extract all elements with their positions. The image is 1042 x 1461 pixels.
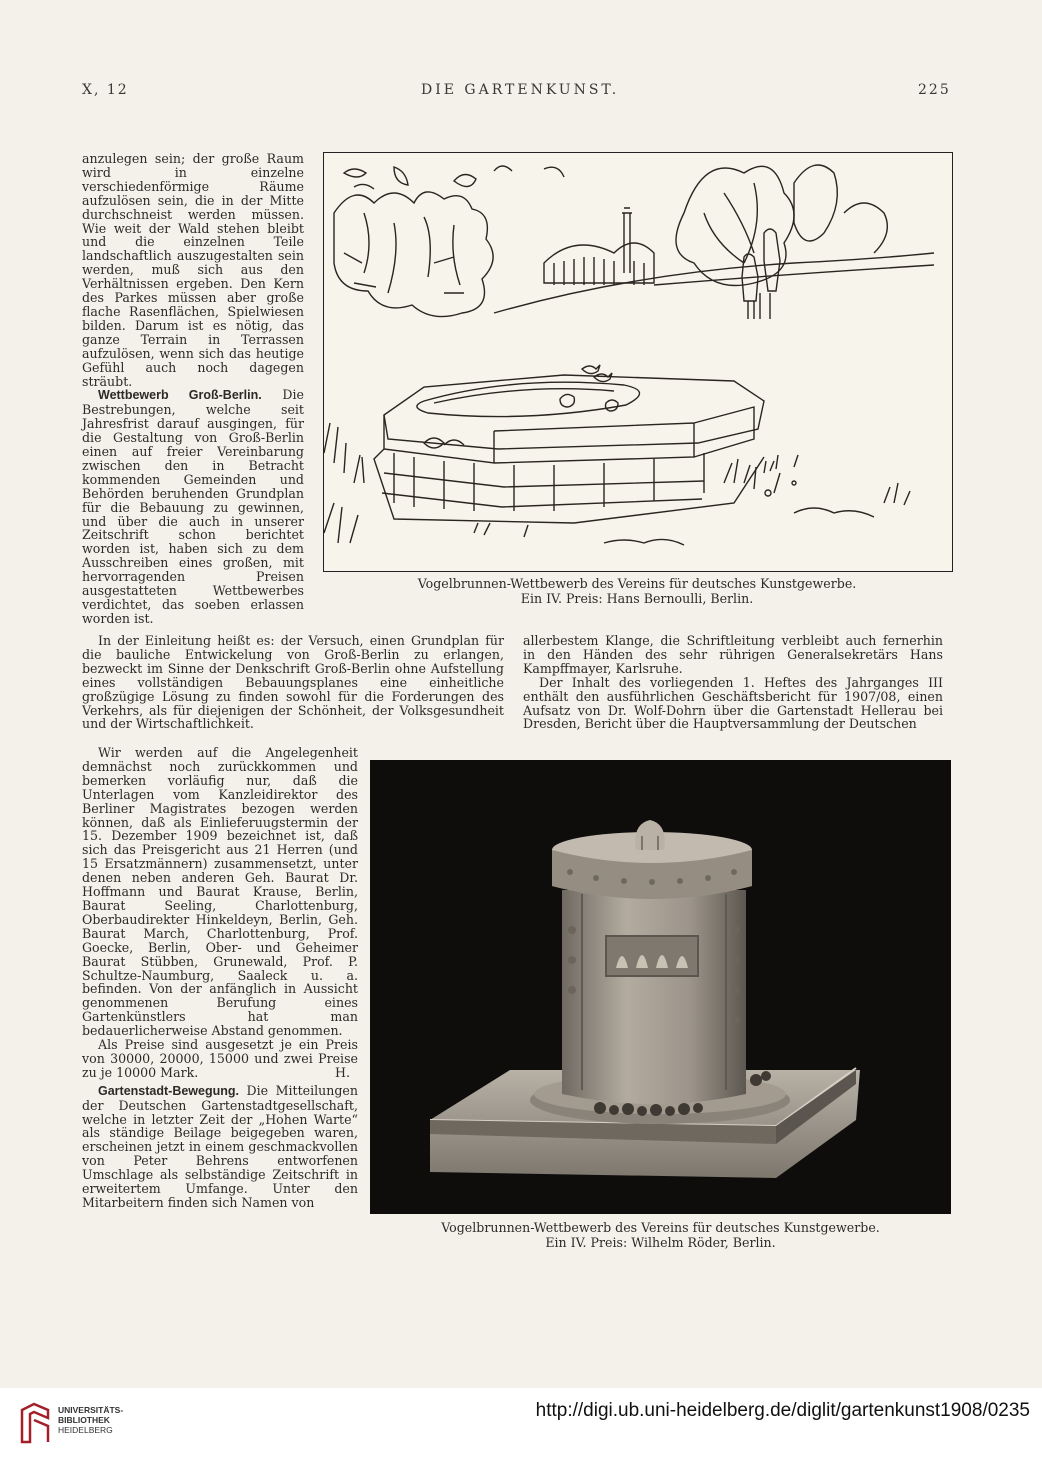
paragraph-text: Die Bestrebungen, welche seit Jahresfrist darauf ausgingen, für die Gestaltung von Groß-Berlin einen auf freier Vereinbarung zwischen den in Betracht kommenden Gemeinden und Behörden beruhenden Grundplan für die Bebauung zu gewinnen, und über die auch in unserer Zeitschrift schon berichtet worden ist, haben sich zu dem Ausschreiben eines großen, mit hervorragenden Preisen ausgestatteten Wettbewerbes verdichtet, das soeben erlassen worden ist. (82, 387, 304, 626)
section-heading-wettbewerb: Wettbewerb Groß-Berlin. (98, 388, 262, 403)
section-heading-gartenstadt: Gartenstadt-Bewegung. (98, 1083, 239, 1098)
header-page-number: 225 (918, 82, 951, 98)
header-journal-title: DIE GARTENKUNST. (421, 82, 620, 98)
figure-bird-bath-drawing (323, 152, 953, 572)
paragraph-text: Als Preise sind ausgesetzt je ein Preis von 30000, 20000, 15000 und zwei Preise zu je 10000 Mark. (82, 1037, 358, 1080)
paragraph (82, 1084, 358, 1210)
source-url-link[interactable]: http://digi.ub.uni-heidelberg.de/diglit/gartenkunst1908/0235 (535, 1400, 1030, 1421)
figure-2-caption (370, 1220, 951, 1250)
text-column-mid-left (82, 634, 504, 731)
paragraph: allerbestem Klange, die Schriftleitung verbleibt auch fernerhin in den Händen des sehr rührigen Generalsekretärs Hans Kampffmayer, Karlsruhe. (523, 633, 943, 676)
bird-bath-model-photo (370, 760, 951, 1214)
author-signature: H. (335, 1064, 350, 1080)
digitization-footer (0, 1388, 1042, 1461)
header-section-number: X, 12 (82, 82, 129, 98)
caption-line: Ein IV. Preis: Wilhelm Röder, Berlin. (545, 1235, 776, 1250)
paragraph: Wir werden auf die Angelegenheit demnächst noch zurückkommen und bemerken vorläufig nur, daß die Unterlagen vom Kanzleidirektor des Berliner Magistrates bezogen werden können, daß als Einlieferuugstermin der 15. Dezember 1909 bezeichnet ist, daß sich das Preisgericht aus 21 Herren (und 15 Ersatzmännern) zusammensetzt, unter denen neben anderen Geh. Baurat Dr. Hoffmann und Baurat Krause, Berlin, Baurat Seeling, Charlottenburg, Oberbaudirekter Hinkeldeyn, Berlin, Geh. Baurat March, Charlottenburg, Prof. Goecke, Berlin, Ober- und Geheimer Baurat Stübben, Grunewald, Prof. P. Schultze-Naumburg, Saaleck u. a. befinden. Von der anfänglich in Aussicht genommenen Berufung eines Gartenkünstlers hat man bedauerlicherweise Abstand genommen. (82, 745, 358, 1039)
text-column-left-bottom (82, 746, 358, 1210)
caption-line: Vogelbrunnen-Wettbewerb des Vereins für deutsches Kunstgewerbe. (441, 1220, 880, 1235)
library-name-line: HEIDELBERG (58, 1425, 113, 1435)
text-column-left-top (82, 152, 304, 626)
paragraph-text: Die Mitteilungen der Deutschen Gartenstadtgesellschaft, welche in letzter Zeit der „Hohen Warte“ als ständige Beilage beigegeben waren, erscheinen jetzt in einem geschmackvollen von Peter Behrens entworfenen Umschlage als selbständige Zeitschrift in erweitertem Umfange. Unter den Mitarbeitern finden sich Namen von (82, 1082, 358, 1210)
paragraph (82, 388, 304, 625)
library-name-line: BIBLIOTHEK (58, 1415, 110, 1425)
text-column-mid-right (523, 634, 943, 731)
library-name-line: UNIVERSITÄTS- (58, 1405, 124, 1415)
figure-1-caption (323, 576, 951, 606)
paragraph (82, 1038, 358, 1080)
caption-line: Ein IV. Preis: Hans Bernoulli, Berlin. (520, 591, 754, 606)
paragraph: In der Einleitung heißt es: der Versuch, einen Grundplan für die bauliche Entwickelung von Groß-Berlin zu erlangen, bezweckt im Sinne der Denkschrift Groß-Berlin ohne Aufstellung eines vollständigen Bebauungsplanes eine einheitliche großzügige Lösung zu finden sowohl für die Forderungen des Verkehrs, als für diejenigen der Schönheit, der Volksgesundheit und der Wirtschaftlichkeit. (82, 633, 504, 732)
paragraph: anzulegen sein; der große Raum wird in einzelne verschiedenförmige Räume aufzulösen sein, die in der Mitte durchschneist werden müssen. Wie weit der Wald stehen bleibt und die einzelnen Teile landschaftlich auszugestalten sein werden, muß sich aus den Verhältnissen ergeben. Den Kern des Parkes müssen aber große flache Rasenflächen, Spielwiesen bilden. Darum ist es nötig, das ganze Terrain in Terrassen aufzulösen, wenn sich das heutige Gefühl auch noch dagegen sträubt. (82, 151, 304, 389)
library-name (58, 1405, 123, 1435)
figure-bird-bath-photo (370, 760, 951, 1214)
caption-line: Vogelbrunnen-Wettbewerb des Vereins für deutsches Kunstgewerbe. (417, 576, 857, 591)
paragraph: Der Inhalt des vorliegenden 1. Heftes des Jahrganges III enthält den ausführlichen Geschäftsbericht für 1907/08, einen Aufsatz von Dr. Wolf-Dohrn über die Gartenstadt Hellerau bei Dresden, Bericht über die Hauptversammlung der Deutschen (523, 674, 943, 732)
bird-bath-illustration (324, 153, 952, 571)
library-logo-icon (20, 1402, 50, 1444)
